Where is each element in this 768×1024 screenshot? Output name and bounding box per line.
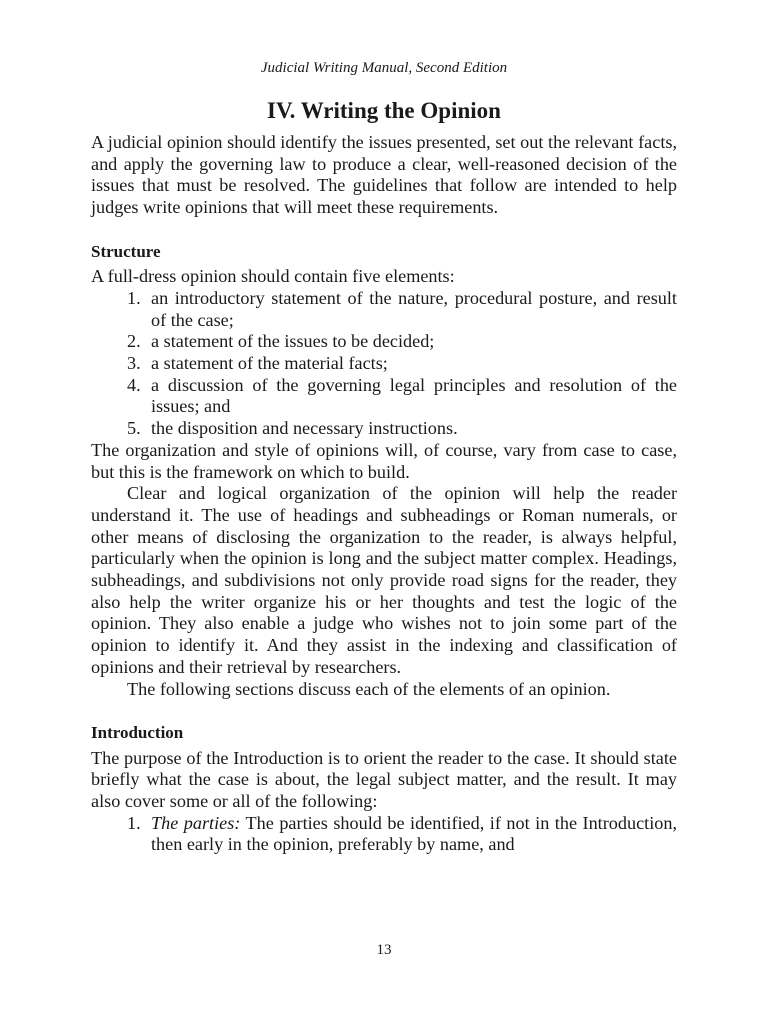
list-item [91,288,677,331]
page-title: IV. Writing the Opinion [267,98,501,123]
spacer [91,700,677,722]
structure-after-list: The organization and style of opinions will, of course, vary from case to case, but this is the framework on which to build. [91,439,677,482]
list-item-text [151,813,677,856]
list-item-text: an introductory statement of the nature, procedural posture, and result of the case; [151,287,677,330]
section-heading-structure: Structure [91,241,161,261]
running-head: Judicial Writing Manual, Second Edition [260,60,508,76]
list-item-text: a discussion of the governing legal principles and resolution of the issues; and [151,374,677,417]
organization-paragraph: Clear and logical organization of the opinion will help the reader understand it. The use of headings and subheadings or Roman numerals, or other means of disclosing the organization to the reader, is always helpful, particularly when the opinion is long and the subject matter complex. Headings, subheadings, and subdivisions not only provide road signs for the reader, they also help the writer organize his or her thoughts and test the logic of the opinion. They also enable a judge who wishes not to join some part of the opinion to identify it. And they assist in the indexing and classification of opinions and their retrieval by researchers. [91,483,677,677]
introduction-paragraph: The purpose of the Introduction is to orient the reader to the case. It should state briefly what the case is about, the legal subject matter, and the result. It may also cover some or all of the following: [91,747,677,812]
list-item-text: the disposition and necessary instructions. [151,418,458,439]
list-item-text: a statement of the issues to be decided; [151,331,435,352]
list-item-number: 4. [127,374,141,395]
list-item [91,331,677,353]
list-item-label: The parties: [151,812,241,833]
list-item [91,375,677,418]
list-item-number: 5. [127,418,141,439]
list-item-text: a statement of the material facts; [151,353,388,374]
body-text [91,132,677,856]
page-number: 13 [376,942,392,958]
structure-lead: A full-dress opinion should contain five elements: [91,266,455,287]
intro-paragraph: A judicial opinion should identify the issues presented, set out the relevant facts, and apply the governing law to produce a clear, well-reasoned decision of the issues that must be resolved. The guidelines that follow are intended to help judges write opinions that will meet these requirements. [91,132,677,218]
list-item-number: 1. [127,287,141,308]
list-item-number: 3. [127,353,141,374]
introduction-items-list [91,813,677,856]
list-item [91,418,677,440]
list-item-body: The parties should be identified, if not in the Introduction, then early in the opinion, preferably by name, and [151,812,677,855]
list-item [91,353,677,375]
following-paragraph: The following sections discuss each of the elements of an opinion. [127,678,611,699]
list-item-number: 2. [127,331,141,352]
opinion-elements-list [91,288,677,440]
list-item [91,813,677,856]
list-item-number: 1. [127,812,141,833]
spacer [91,219,677,241]
section-heading-introduction: Introduction [91,722,184,742]
